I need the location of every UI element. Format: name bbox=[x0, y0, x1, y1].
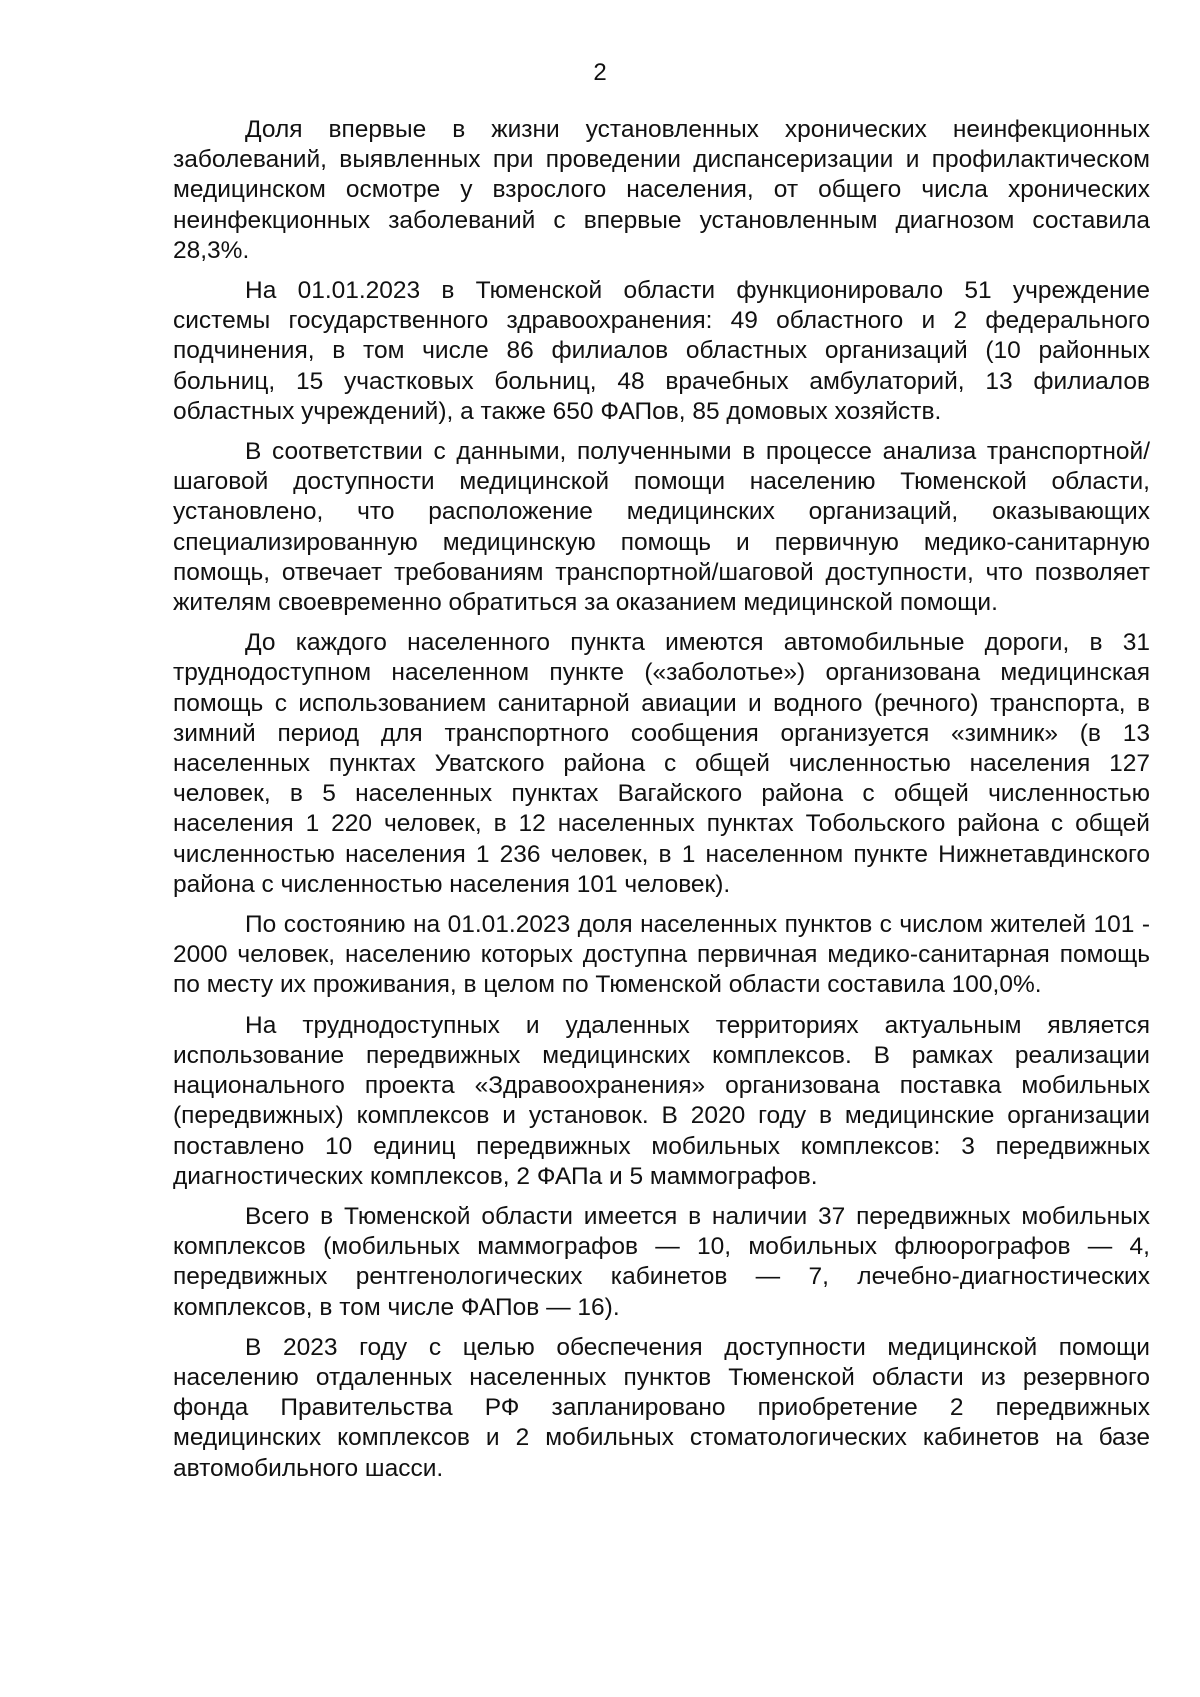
page-number: 2 bbox=[593, 59, 607, 86]
paragraph-transport-accessibility: В соответствии с данными, полученными в процессе анализа транспортной/шаговой доступности медицинской помощи населению Тюменской области, установлено, что расположение медицинских организаций, оказывающих специализированную медицинскую помощь и первичную медико-санитарную помощь, отвечает требованиям транспортной/шаговой доступности, что позволяет жителям своевременно обратиться за оказанием медицинской помощи. bbox=[173, 438, 1150, 617]
paragraph-roads-settlements: До каждого населенного пункта имеются автомобильные дороги, в 31 труднодоступном населенном пункте («заболотье») организована медицинская помощь с использованием санитарной авиации и водного (речного) транспорта, в зимний период для транспортного сообщения организуется «зимник» (в 13 населенных пунктах Уватского района с общей численностью населения 127 человек, в 5 населенных пунктах Вагайского района с общей численностью населения 1 220 человек, в 12 населенных пунктах Тобольского района с общей численностью населения 1 236 человек, в 1 населенном пункте Нижнетавдинского района с численностью населения 101 человек). bbox=[173, 629, 1150, 898]
document-body bbox=[173, 115, 1150, 1494]
paragraph-mobile-complexes-total: Всего в Тюменской области имеется в наличии 37 передвижных мобильных комплексов (мобильных маммографов — 10, мобильных флюорографов — 4, передвижных рентгенологических кабинетов — 7, лечебно-диагностических комплексов, в том числе ФАПов — 16). bbox=[173, 1202, 1150, 1321]
paragraph-primary-care-share: По состоянию на 01.01.2023 доля населенных пунктов с числом жителей 101 - 2000 человек, населению которых доступна первичная медико-санитарная помощь по месту их проживания, в целом по Тюменской области составила 100,0%. bbox=[173, 911, 1150, 999]
paragraph-chronic-diseases: Доля впервые в жизни установленных хронических неинфекционных заболеваний, выявленных при проведении диспансеризации и профилактическом медицинском осмотре у взрослого населения, от общего числа хронических неинфекционных заболеваний с впервые установленным диагнозом составила 28,3%. bbox=[173, 116, 1150, 264]
paragraph-2023-plans: В 2023 году с целью обеспечения доступности медицинской помощи населению отдаленных населенных пунктов Тюменской области из резервного фонда Правительства РФ запланировано приобретение 2 передвижных медицинских комплексов и 2 мобильных стоматологических кабинетов на базе автомобильного шасси. bbox=[173, 1333, 1150, 1482]
paragraph-healthcare-institutions: На 01.01.2023 в Тюменской области функционировало 51 учреждение системы государственного здравоохранения: 49 областного и 2 федерального подчинения, в том числе 86 филиалов областных организаций (10 районных больниц, 15 участковых больниц, 48 врачебных амбулаторий, 13 филиалов областных учреждений), а также 650 ФАПов, 85 домовых хозяйств. bbox=[173, 277, 1150, 425]
paragraph-mobile-complexes-project: На труднодоступных и удаленных территориях актуальным является использование передвижных медицинских комплексов. В рамках реализации национального проекта «Здравоохранения» организована поставка мобильных (передвижных) комплексов и установок. В 2020 году в медицинские организации поставлено 10 единиц передвижных мобильных комплексов: 3 передвижных диагностических комплексов, 2 ФАПа и 5 маммографов. bbox=[173, 1011, 1150, 1190]
